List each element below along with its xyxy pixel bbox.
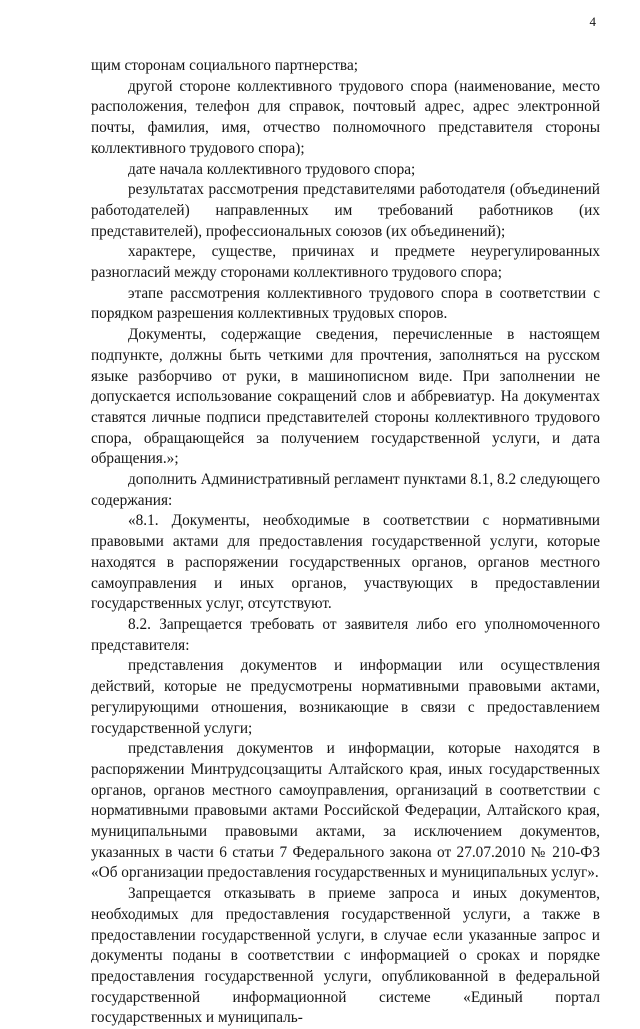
paragraph: представления документов и информации, которые находятся в распоряжении Минтрудсоцзащиты Алтайского края, иных государственных органов, органов местного самоуправления, организаций в соответствии с нормативными правовыми актами Российской Федерации, Алтайского края, муниципальными правовыми актами, за исключением документов, указанных в части 6 статьи 7 Федерального закона от 27.07.2010 № 210-ФЗ «Об организации предоставления государственных и муниципальных услуг».	[91, 740, 600, 882]
paragraph: Запрещается отказывать в приеме запроса и иных документов, необходимых для предоставления государственной услуги, а также в предоставлении государственной услуги, в случае если указанные запрос и документы поданы в соответствии с информацией о сроках и порядке предоставления государственной услуги, опубликованной в федеральной государственной информационной системе «Единый портал государственных и муниципаль-	[91, 885, 600, 1027]
paragraph: Документы, содержащие сведения, перечисленные в настоящем подпункте, должны быть четкими для прочтения, заполняться на русском языке разборчиво от руки, в машинописном виде. При заполнении не допускается использование сокращений слов и аббревиатур. На документах ставятся личные подписи представителей стороны коллективного трудового спора, обращающейся за получением государственной услуги, и дата обращения.»;	[91, 326, 600, 468]
paragraph: этапе рассмотрения коллективного трудового спора в соответствии с порядком разрешения коллективных трудовых споров.	[91, 284, 600, 323]
document-body	[91, 56, 600, 1029]
paragraph: «8.1. Документы, необходимые в соответствии с нормативными правовыми актами для предоставления государственной услуги, которые находятся в распоряжении государственных органов, органов местного самоуправления и иных органов, участвующих в предоставлении государственных услуг, отсутствуют.	[91, 512, 600, 613]
paragraph: результатах рассмотрения представителями работодателя (объединений работодателей) направленных им требований работников (их представителей), профессиональных союзов (их объединений);	[91, 181, 600, 240]
page-number: 4	[589, 14, 596, 29]
paragraph: представления документов и информации или осуществления действий, которые не предусмотрены нормативными правовыми актами, регулирующими отношения, возникающие в связи с предоставлением государственной услуги;	[91, 657, 600, 737]
paragraph: другой стороне коллективного трудового спора (наименование, место расположения, телефон для справок, почтовый адрес, адрес электронной почты, фамилия, имя, отчество полномочного представителя стороны коллективного трудового спора);	[91, 77, 600, 157]
paragraph: характере, существе, причинах и предмете неурегулированных разногласий между сторонами коллективного трудового спора;	[91, 243, 600, 282]
paragraph: дополнить Административный регламент пунктами 8.1, 8.2 следующего содержания:	[91, 471, 600, 509]
paragraph: дате начала коллективного трудового спора;	[128, 160, 416, 178]
paragraph: 8.2. Запрещается требовать от заявителя либо его уполномоченного представителя:	[91, 615, 600, 654]
paragraph: щим сторонам социального партнерства;	[91, 57, 358, 74]
